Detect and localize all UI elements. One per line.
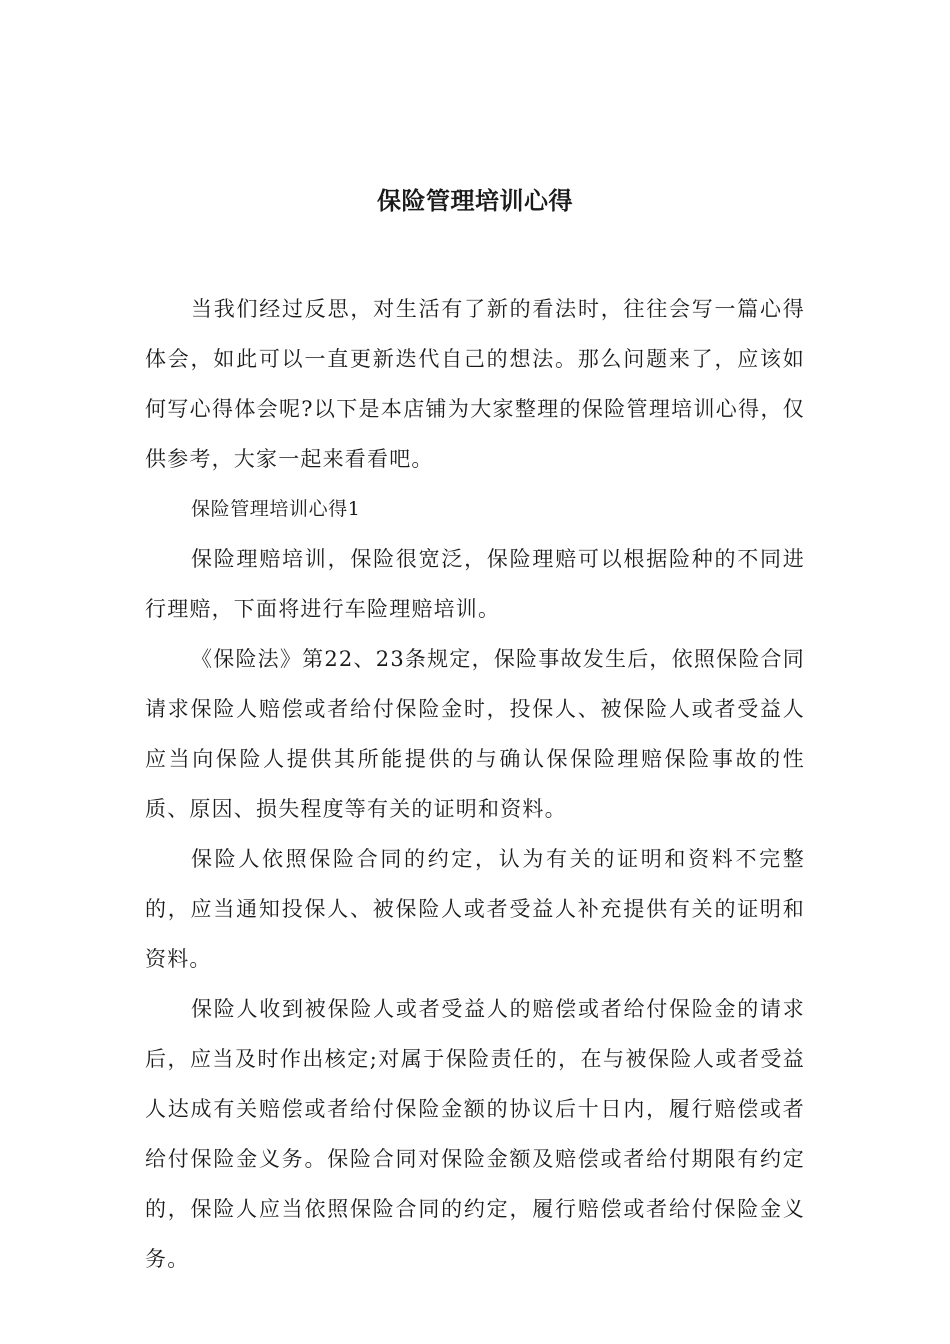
paragraph-claims-training: 保险理赔培训，保险很宽泛，保险理赔可以根据险种的不同进行理赔，下面将进行车险理赔培训。 (145, 547, 805, 621)
document-body (145, 284, 805, 1284)
section-heading: 保险管理培训心得1 (191, 498, 361, 520)
paragraph-insurance-law: 《保险法》第22、23条规定，保险事故发生后，依照保险合同请求保险人赔偿或者给付保险金时，投保人、被保险人或者受益人应当向保险人提供其所能提供的与确认保保险理赔保险事故的性质、原因、损失程度等有关的证明和资料。 (145, 647, 805, 821)
paragraph-intro: 当我们经过反思，对生活有了新的看法时，往往会写一篇心得体会，如此可以一直更新迭代自己的想法。那么问题来了，应该如何写心得体会呢?以下是本店铺为大家整理的保险管理培训心得，仅供参考，大家一起来看看吧。 (145, 297, 805, 471)
paragraph-supplementary-documents: 保险人依照保险合同的约定，认为有关的证明和资料不完整的，应当通知投保人、被保险人或者受益人补充提供有关的证明和资料。 (145, 847, 805, 971)
document-title: 保险管理培训心得 (377, 186, 573, 215)
paragraph-claim-verification: 保险人收到被保险人或者受益人的赔偿或者给付保险金的请求后，应当及时作出核定;对属于保险责任的，在与被保险人或者受益人达成有关赔偿或者给付保险金额的协议后十日内，履行赔偿或者给付保险金义务。保险合同对保险金额及赔偿或者给付期限有约定的，保险人应当依照保险合同的约定，履行赔偿或者给付保险金义务。 (145, 997, 805, 1271)
